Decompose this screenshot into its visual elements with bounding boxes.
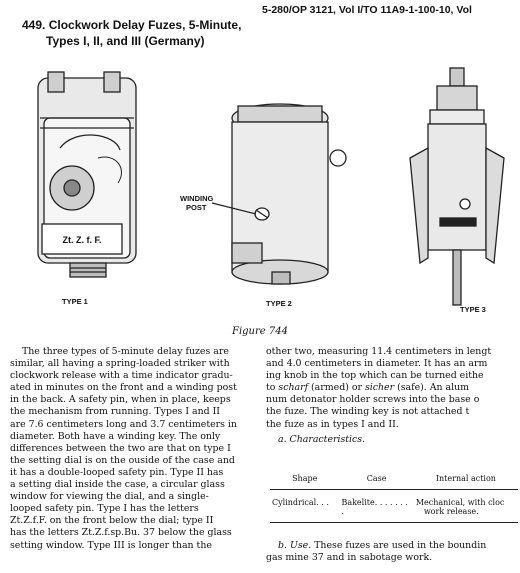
cell-case: Bakelite. . . . . . . . [339,490,413,523]
paragraph-line: has the letters Zt.Z.f.sp.Bu. 37 below the glass [10,527,232,539]
right-column-text [266,346,520,446]
table-header-row [270,471,518,490]
figure-caption: Figure 744 [232,326,288,337]
fuze-type-1 [38,72,136,277]
paragraph-line: in the back. A safety pin, when in place, keeps [10,394,231,406]
paragraph-line: window for viewing the dial, and a single- [10,491,209,503]
use-label: b. Use. [278,540,312,551]
text-run: (armed) or [308,382,365,394]
term-sicher: sicher [364,382,395,394]
paragraph-line: similar, all having a spring-loaded striker with [10,358,230,370]
paragraph-line: are 7.6 centimeters long and 3.7 centimeters in [10,418,237,430]
text-run: to [266,382,279,394]
left-column-text [10,346,254,552]
paragraph-line: clockwork release with a time indicator gradu- [10,370,233,382]
paragraph-line: diameter. Both have a winding key. The only [10,430,221,442]
paragraph-line: the fuze as in types I and II. [266,418,399,430]
type-2-label: TYPE 2 [266,299,292,308]
text-run: These fuzes are used in the boundin [311,540,487,551]
paragraph-line: looped safety pin. Type I has the letters [10,503,199,515]
column-header: Case [339,471,413,490]
paragraph-line: ated in minutes on the front and a winding post [10,382,237,394]
cell-shape: Cylindrical. . . [270,490,339,523]
paragraph-line: The three types of 5-minute delay fuzes are [22,346,229,357]
type-1-label: TYPE 1 [62,297,88,306]
paragraph-line: the mechanism from running. Types I and II [10,406,221,418]
characteristics-table [270,471,518,523]
column-header: Shape [270,471,339,490]
column-header: Internal action [414,471,518,490]
fuze-illustrations [0,58,520,323]
paragraph-line: Zt.Z.f.F. on the front below the dial; type II [10,515,214,527]
text-run: (safe). An alum [394,382,470,394]
action-line-2: work release. [423,507,479,516]
page-header: 5-280/OP 3121, Vol I/TO 11A9-1-100-10, Vol [262,4,472,16]
title-line-1: 449. Clockwork Delay Fuzes, 5-Minute, [22,18,242,32]
use-paragraph [266,540,520,564]
fuze-type-2 [212,104,346,284]
use-line-2: gas mine 37 and in sabotage work. [266,552,433,564]
paragraph-line: setting window. Type III is longer than the [10,539,212,551]
winding-post-label-line-1: WINDING [180,194,214,203]
table-row [270,490,518,523]
characteristics-heading: a. Characteristics. [278,433,366,445]
figure-744 [0,58,520,323]
paragraph-line: a setting dial inside the case, a circular glass [10,479,225,491]
paragraph-line: and 4.0 centimeters in diameter. It has an arm [266,358,488,370]
paragraph-line: the fuze. The winding key is not attached t [266,406,470,418]
term-scharf: scharf [278,382,309,394]
type-3-label: TYPE 3 [460,305,486,314]
paragraph-line: the setting dial is on the ouside of the case and [10,454,235,466]
paragraph-line: differences between the two are that on type I [10,442,231,454]
paragraph-line: other two, measuring 11.4 centimeters in lengt [266,346,492,357]
action-line-1: Mechanical, with cloc [415,498,505,507]
paragraph-line [266,382,520,394]
section-title [22,17,241,49]
cell-action [414,490,518,523]
fuze-marking: Zt. Z. f. F. [62,235,102,245]
fuze-type-3 [410,68,504,305]
paragraph-line: it has a double-looped safety pin. Type II has [10,466,224,478]
paragraph-line: ing knob in the top which can be turned eithe [266,370,484,382]
winding-post-label-line-2: POST [186,203,207,212]
use-line-1 [266,540,520,552]
title-line-2: Types I, II, and III (Germany) [46,34,205,48]
paragraph-line: num detonator holder screws into the base o [266,394,480,406]
winding-post-label [180,194,213,212]
